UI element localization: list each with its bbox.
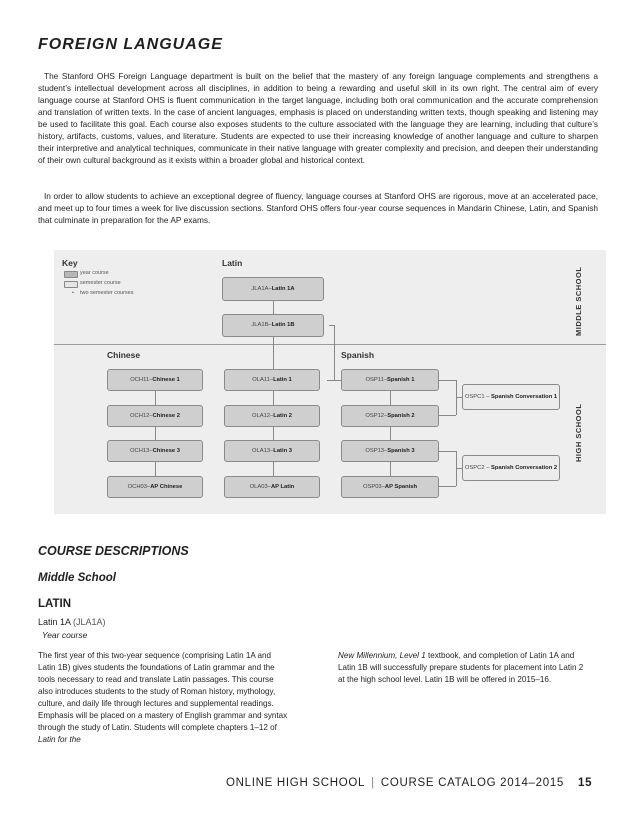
- course-node-jla1a: JLA1A – Latin 1A: [222, 277, 324, 301]
- key-semester-label: semester course: [80, 280, 121, 286]
- course-node-jla1b: JLA1B – Latin 1B: [222, 314, 324, 337]
- intro-paragraph-1: The Stanford OHS Foreign Language department is built on the belief that the mastery of any foreign language complements and strengthens a student’s intellectual development across all disciplines, in addition to being a rewarding and useful skill in its own right. The central aim of every language course at Stanford OHS is fluent communication in the target language, including both oral communication and the accurate comprehension and translation of written texts. In the case of ancient languages, emphasis is placed on understanding written texts, though speaking and listening may be used to facilitate this goal. Each course also exposes students to the culture associated with the language they are learning, including that culture’s history, artifacts, customs, values, and literature. Students are expected to use their increasing knowledge of another language and culture to sharpen their interpretive and analytical techniques, communicate in their native language with greater complexity and precision, and deepen their understanding of their own cultural background as it exists within a broader global and historical context.: [38, 71, 598, 165]
- chinese-title: Chinese: [107, 350, 141, 360]
- page-number: 15: [578, 777, 593, 789]
- course-node-ola03: OLA03 – AP Latin: [224, 476, 320, 498]
- course-description-left: The first year of this two-year sequence (comprising Latin 1A and Latin 1B) gives students the foundations of Latin grammar and the tools necessary to read and translate Latin passages. This course also introduces students to the study of Roman history, mythology, culture, and daily life through lectures and supplemental readings. Emphasis will be placed on a mastery of English grammar and syntax through the study of Latin. Students will complete chapters 1–12 of Latin for the: [38, 651, 288, 744]
- course-node-ola12: OLA12 – Latin 2: [224, 405, 320, 427]
- intro-paragraph-2: In order to allow students to achieve an exceptional degree of fluency, language courses at Stanford OHS are rigorous, move at an accelerated pace, and meet up to four times a week for live discussion sections. Stanford OHS offers four-year course sequences in Mandarin Chinese, Latin, and Spanish that culminate in preparation for the AP exams.: [38, 191, 598, 225]
- course-node-och12: OCH12 – Chinese 2: [107, 405, 203, 427]
- key-year-label: year course: [80, 270, 109, 276]
- key-two-semester-label: two semester courses: [80, 290, 134, 296]
- course-node-ospc2: OSPC2 – Spanish Conversation 2: [462, 455, 560, 481]
- course-sequence-diagram: [54, 250, 606, 514]
- course-node-ospc1: OSPC1 – Spanish Conversation 1: [462, 384, 560, 410]
- course-description-right: New Millennium, Level 1 textbook, and completion of Latin 1A and Latin 1B will successfully prepare students for placement into Latin 2 at the high school level. Latin 1B will be offered in 2015–16.: [338, 651, 584, 684]
- middle-school-label: MIDDLE SCHOOL: [574, 266, 583, 336]
- course-name: Latin 1A (JLA1A): [38, 617, 106, 627]
- course-node-ola13: OLA13 – Latin 3: [224, 440, 320, 462]
- page-title: FOREIGN LANGUAGE: [38, 36, 223, 53]
- course-type: Year course: [42, 630, 88, 640]
- course-node-och11: OCH11 – Chinese 1: [107, 369, 203, 391]
- spanish-title: Spanish: [341, 350, 375, 360]
- course-node-ola11: OLA11 – Latin 1: [224, 369, 320, 391]
- course-node-och13: OCH13 – Chinese 3: [107, 440, 203, 462]
- high-school-label: HIGH SCHOOL: [574, 403, 583, 462]
- key-bullet-icon: •: [72, 290, 74, 296]
- key-title: Key: [62, 258, 78, 268]
- course-node-osp12: OSP12 – Spanish 2: [341, 405, 439, 427]
- page-footer: ONLINE HIGH SCHOOL | COURSE CATALOG 2014–2015 15: [226, 777, 593, 789]
- key-year-swatch: [64, 271, 78, 278]
- latin-heading: LATIN: [38, 598, 72, 610]
- middle-school-heading: Middle School: [38, 572, 116, 584]
- course-descriptions-heading: COURSE DESCRIPTIONS: [38, 544, 189, 558]
- key-semester-swatch: [64, 281, 78, 288]
- latin-title: Latin: [222, 258, 243, 268]
- school-divider: [54, 344, 606, 345]
- course-node-osp13: OSP13 – Spanish 3: [341, 440, 439, 462]
- course-node-osp03: OSP03 – AP Spanish: [341, 476, 439, 498]
- course-node-osp11: OSP11 – Spanish 1: [341, 369, 439, 391]
- course-node-och03: OCH03 – AP Chinese: [107, 476, 203, 498]
